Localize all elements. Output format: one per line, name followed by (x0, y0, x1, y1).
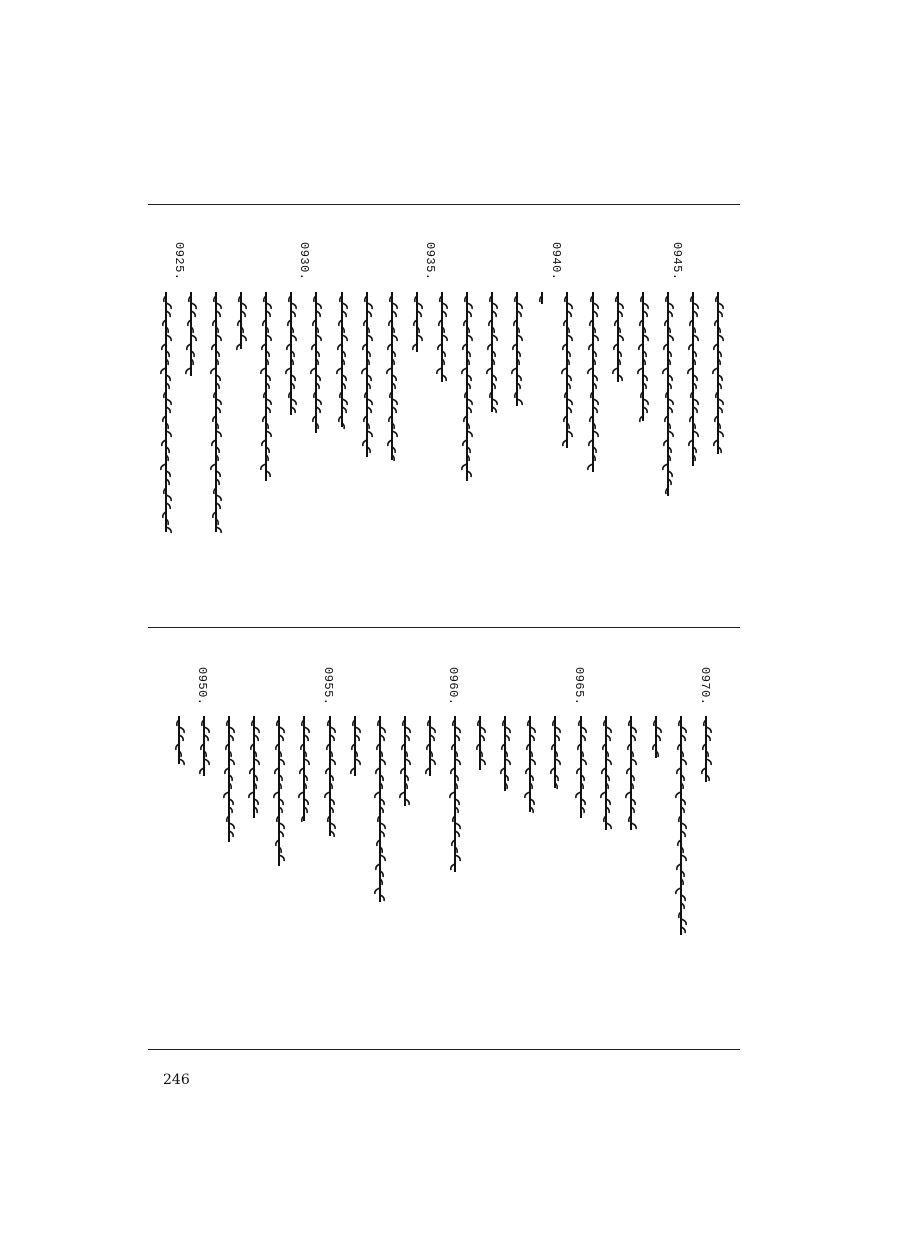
top-rule (148, 204, 740, 205)
verse-number: 0960. (446, 667, 460, 706)
script-line (510, 292, 524, 410)
script-line (423, 716, 437, 780)
script-line (284, 292, 298, 419)
script-line (247, 716, 261, 822)
script-line (535, 292, 549, 308)
bottom-rule (148, 1049, 740, 1050)
verse-number: 0965. (572, 667, 586, 706)
script-line (485, 292, 499, 416)
script-line (272, 716, 286, 870)
script-line (448, 716, 462, 876)
script-line (348, 716, 362, 780)
script-line (297, 716, 311, 825)
script-line (385, 292, 399, 464)
script-line (435, 292, 449, 386)
script-line (410, 292, 424, 356)
script-line (234, 292, 248, 353)
verse-number: 0945. (670, 242, 684, 281)
script-line (159, 292, 173, 536)
verse-number: 0940. (549, 242, 563, 281)
verse-number: 0970. (698, 667, 712, 706)
script-line (674, 716, 688, 939)
script-line (398, 716, 412, 810)
script-line (335, 292, 349, 431)
verse-number: 0935. (423, 242, 437, 281)
script-line (599, 716, 613, 834)
middle-rule (148, 627, 740, 628)
script-line (323, 716, 337, 840)
script-line (460, 292, 474, 485)
script-line (574, 716, 588, 822)
script-line (636, 292, 650, 425)
script-line (373, 716, 387, 906)
script-line (184, 292, 198, 380)
verse-number: 0950. (195, 667, 209, 706)
script-line (360, 292, 374, 461)
script-line (197, 716, 211, 780)
script-line (624, 716, 638, 834)
script-line (649, 716, 663, 762)
verse-number: 0930. (297, 242, 311, 281)
script-line (498, 716, 512, 795)
script-line (523, 716, 537, 816)
script-line (473, 716, 487, 774)
script-line (661, 292, 675, 500)
script-line (560, 292, 574, 452)
script-line (686, 292, 700, 470)
script-line (699, 716, 713, 786)
script-line (586, 292, 600, 476)
verse-number: 0955. (321, 667, 335, 706)
script-line (259, 292, 273, 485)
page-number: 246 (163, 1072, 190, 1088)
script-line (309, 292, 323, 437)
script-line (172, 716, 186, 768)
script-line (222, 716, 236, 846)
script-line (548, 716, 562, 792)
verse-number: 0925. (172, 242, 186, 281)
script-line (711, 292, 725, 458)
script-line (611, 292, 625, 386)
script-line (209, 292, 223, 536)
